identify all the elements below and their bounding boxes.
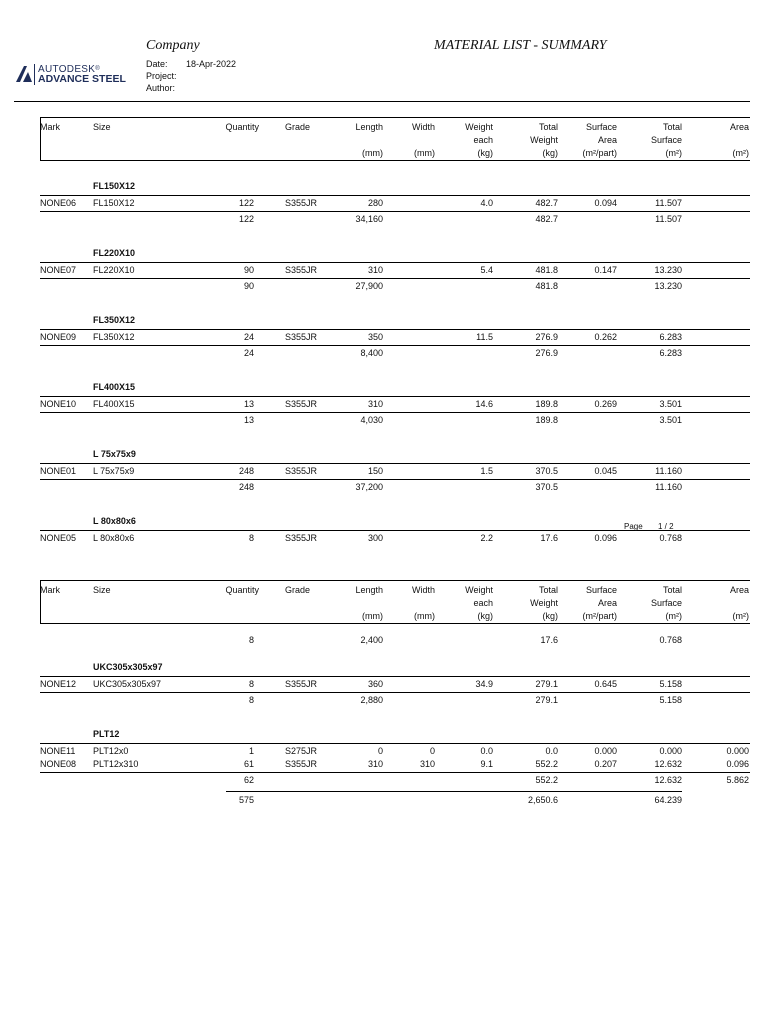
table-header-left-border: [40, 580, 41, 623]
subtotal-rule: [40, 278, 750, 279]
cell-total-weight: 17.6: [540, 635, 558, 645]
cell-total-surface: 13.230: [654, 265, 682, 275]
cell-total-surface: 0.768: [659, 635, 682, 645]
cell-length: 37,200: [355, 482, 383, 492]
cell-width: 0: [429, 746, 435, 756]
cell-area: 5.862: [726, 775, 749, 785]
col-header-length-unit: (mm): [362, 148, 383, 158]
cell-surface: 0.269: [594, 399, 617, 409]
cell-total-surface: 5.158: [659, 679, 682, 689]
cell-area: 0.096: [726, 759, 749, 769]
cell-total-surface: 64.239: [654, 795, 682, 805]
col-header-weight-each: each: [473, 135, 493, 145]
group-title: FL350X12: [93, 315, 136, 325]
cell-grade: S355JR: [285, 198, 318, 208]
cell-grade: S355JR: [285, 679, 318, 689]
cell-weight: 0.0: [480, 746, 493, 756]
col-header-weight-unit: (kg): [477, 148, 493, 158]
cell-total-surface: 12.632: [654, 759, 682, 769]
cell-qty: 61: [243, 759, 254, 769]
report-title: MATERIAL LIST - SUMMARY: [434, 38, 607, 53]
cell-length: 4,030: [360, 415, 383, 425]
col-header-mark: Mark: [40, 585, 60, 595]
subtotal-rule: [40, 412, 750, 413]
subtotal-rule: [40, 345, 750, 346]
logo-line1: AUTODESK: [38, 64, 96, 75]
cell-length: 2,880: [360, 695, 383, 705]
subtotal-rule: [40, 211, 750, 212]
page-number: 1 / 2: [658, 522, 674, 531]
col-header-total-surface-2: Surface: [650, 598, 682, 608]
col-header-area: Area: [729, 122, 749, 132]
col-header-surface: Surface: [585, 585, 617, 595]
cell-mark: NONE12: [40, 679, 77, 689]
table-header-bottom-rule: [40, 623, 750, 624]
cell-qty: 13: [243, 399, 254, 409]
cell-total-weight: 482.7: [535, 214, 558, 224]
table-header-top-rule: [40, 580, 750, 581]
autodesk-logo-icon: [14, 64, 34, 84]
cell-mark: NONE10: [40, 399, 77, 409]
logo-trademark: ®: [95, 66, 100, 72]
cell-weight: 14.6: [475, 399, 493, 409]
cell-size: PLT12x0: [93, 746, 129, 756]
table-header-top-rule: [40, 117, 750, 118]
col-header-size: Size: [93, 122, 111, 132]
cell-total-surface: 12.632: [654, 775, 682, 785]
col-header-total-weight-unit: (kg): [542, 148, 558, 158]
cell-qty: 62: [243, 775, 254, 785]
group-title: FL150X12: [93, 181, 136, 191]
col-header-total-surface-unit: (m²): [665, 611, 682, 621]
col-header-total-weight-2: Weight: [530, 135, 558, 145]
col-header-surface: Surface: [585, 122, 617, 132]
col-header-weight-unit: (kg): [477, 611, 493, 621]
col-header-length: Length: [355, 122, 383, 132]
cell-total-weight: 0.0: [545, 746, 558, 756]
cell-grade: S355JR: [285, 399, 318, 409]
col-header-quantity: Quantity: [225, 122, 259, 132]
cell-grade: S355JR: [285, 265, 318, 275]
cell-surface: 0.094: [594, 198, 617, 208]
cell-weight: 34.9: [475, 679, 493, 689]
cell-grade: S355JR: [285, 759, 318, 769]
cell-area: 0.000: [726, 746, 749, 756]
cell-weight: 5.4: [480, 265, 493, 275]
cell-length: 2,400: [360, 635, 383, 645]
cell-length: 360: [367, 679, 383, 689]
cell-qty: 122: [238, 198, 254, 208]
col-header-grade: Grade: [285, 122, 311, 132]
cell-total-surface: 3.501: [659, 415, 682, 425]
cell-total-surface: 11.160: [655, 482, 682, 492]
cell-total-surface: 6.283: [659, 332, 682, 342]
col-header-grade: Grade: [285, 585, 311, 595]
col-header-area-unit: (m²): [732, 611, 749, 621]
cell-total-weight: 279.1: [535, 679, 558, 689]
col-header-area: Area: [729, 585, 749, 595]
cell-qty: 575: [238, 795, 254, 805]
cell-grade: S355JR: [285, 533, 318, 543]
group-title: L 80x80x6: [93, 516, 136, 526]
table-header-bottom-rule: [40, 160, 750, 161]
cell-qty: 8: [248, 635, 254, 645]
cell-mark: NONE05: [40, 533, 77, 543]
cell-qty: 8: [248, 695, 254, 705]
group-top-rule: [40, 396, 750, 397]
cell-total-weight: 189.8: [535, 415, 558, 425]
cell-length: 280: [367, 198, 383, 208]
group-title: PLT12: [93, 729, 120, 739]
cell-total-weight: 17.6: [540, 533, 558, 543]
col-header-surface-2: Area: [597, 598, 617, 608]
group-top-rule: [40, 530, 750, 531]
col-header-width: Width: [411, 122, 435, 132]
cell-total-surface: 6.283: [659, 348, 682, 358]
cell-size: L 80x80x6: [93, 533, 135, 543]
author-label: Author:: [146, 83, 176, 93]
col-header-weight: Weight: [465, 122, 493, 132]
col-header-weight: Weight: [465, 585, 493, 595]
cell-qty: 8: [248, 533, 254, 543]
cell-total-weight: 552.2: [535, 759, 558, 769]
cell-weight: 2.2: [480, 533, 493, 543]
col-header-surface-unit: (m²/part): [582, 148, 617, 158]
cell-grade: S355JR: [285, 466, 318, 476]
cell-surface: 0.645: [594, 679, 617, 689]
subtotal-rule: [40, 479, 750, 480]
header-rule: [14, 101, 750, 102]
col-header-mark: Mark: [40, 122, 60, 132]
cell-total-weight: 276.9: [535, 332, 558, 342]
col-header-area-unit: (m²): [732, 148, 749, 158]
cell-mark: NONE07: [40, 265, 77, 275]
subtotal-rule: [40, 692, 750, 693]
cell-size: FL220X10: [93, 265, 135, 275]
cell-qty: 90: [243, 281, 254, 291]
cell-grade: S355JR: [285, 332, 318, 342]
cell-qty: 90: [243, 265, 254, 275]
cell-grade: S275JR: [285, 746, 318, 756]
company-name: Company: [146, 38, 200, 53]
group-top-rule: [40, 329, 750, 330]
col-header-length: Length: [355, 585, 383, 595]
col-header-total-weight-2: Weight: [530, 598, 558, 608]
cell-qty: 248: [238, 466, 254, 476]
cell-length: 350: [367, 332, 383, 342]
group-title: FL220X10: [93, 248, 136, 258]
cell-weight: 1.5: [480, 466, 493, 476]
cell-total-weight: 189.8: [535, 399, 558, 409]
cell-surface: 0.147: [594, 265, 617, 275]
cell-length: 27,900: [355, 281, 383, 291]
cell-weight: 11.5: [476, 332, 493, 342]
col-header-length-unit: (mm): [362, 611, 383, 621]
cell-qty: 13: [243, 415, 254, 425]
group-top-rule: [40, 195, 750, 196]
col-header-size: Size: [93, 585, 111, 595]
date-value: 18-Apr-2022: [186, 59, 237, 69]
col-header-total-weight: Total: [538, 122, 558, 132]
group-top-rule: [40, 743, 750, 744]
cell-total-weight: 370.5: [535, 482, 558, 492]
cell-surface: 0.207: [594, 759, 617, 769]
cell-length: 150: [367, 466, 383, 476]
cell-qty: 122: [238, 214, 254, 224]
cell-total-surface: 3.501: [659, 399, 682, 409]
cell-mark: NONE01: [40, 466, 77, 476]
col-header-width-unit: (mm): [414, 148, 435, 158]
col-header-surface-unit: (m²/part): [582, 611, 617, 621]
col-header-quantity: Quantity: [225, 585, 259, 595]
cell-total-surface: 11.507: [655, 198, 682, 208]
cell-length: 34,160: [355, 214, 383, 224]
group-top-rule: [40, 463, 750, 464]
cell-total-surface: 11.160: [655, 466, 682, 476]
cell-surface: 0.045: [594, 466, 617, 476]
cell-surface: 0.096: [594, 533, 617, 543]
cell-length: 310: [367, 399, 383, 409]
cell-total-surface: 5.158: [659, 695, 682, 705]
cell-total-weight: 481.8: [535, 281, 558, 291]
col-header-weight-each: each: [473, 598, 493, 608]
cell-length: 8,400: [360, 348, 383, 358]
cell-qty: 8: [248, 679, 254, 689]
cell-surface: 0.000: [594, 746, 617, 756]
date-label: Date:: [146, 59, 168, 69]
grand-total-rule: [226, 791, 682, 792]
col-header-total-surface-unit: (m²): [665, 148, 682, 158]
col-header-total-weight-unit: (kg): [542, 611, 558, 621]
cell-total-weight: 2,650.6: [527, 795, 558, 805]
cell-mark: NONE11: [40, 746, 76, 756]
cell-qty: 248: [238, 482, 254, 492]
cell-length: 0: [377, 746, 383, 756]
cell-total-weight: 276.9: [535, 348, 558, 358]
group-title: FL400X15: [93, 382, 136, 392]
table-header-left-border: [40, 117, 41, 160]
cell-length: 310: [367, 265, 383, 275]
cell-total-surface: 0.000: [659, 746, 682, 756]
cell-total-weight: 370.5: [535, 466, 558, 476]
cell-total-weight: 552.2: [535, 775, 558, 785]
cell-total-weight: 279.1: [535, 695, 558, 705]
cell-total-weight: 482.7: [535, 198, 558, 208]
project-label: Project:: [146, 71, 177, 81]
col-header-surface-2: Area: [597, 135, 617, 145]
cell-size: FL150X12: [93, 198, 135, 208]
logo-line2: ADVANCE STEEL: [38, 73, 126, 85]
col-header-total-surface: Total: [662, 585, 682, 595]
col-header-total-surface: Total: [662, 122, 682, 132]
group-title: UKC305x305x97: [93, 662, 163, 672]
cell-weight: 4.0: [480, 198, 493, 208]
group-title: L 75x75x9: [93, 449, 136, 459]
cell-qty: 24: [243, 332, 254, 342]
cell-length: 300: [367, 533, 383, 543]
cell-total-weight: 481.8: [535, 265, 558, 275]
cell-mark: NONE08: [40, 759, 77, 769]
cell-surface: 0.262: [594, 332, 617, 342]
cell-qty: 24: [243, 348, 254, 358]
col-header-width: Width: [411, 585, 435, 595]
cell-qty: 1: [248, 746, 254, 756]
group-top-rule: [40, 676, 750, 677]
subtotal-rule: [40, 772, 750, 773]
cell-mark: NONE06: [40, 198, 77, 208]
cell-width: 310: [419, 759, 435, 769]
cell-size: PLT12x310: [93, 759, 139, 769]
col-header-total-weight: Total: [538, 585, 558, 595]
cell-mark: NONE09: [40, 332, 77, 342]
cell-weight: 9.1: [480, 759, 493, 769]
cell-total-surface: 13.230: [654, 281, 682, 291]
cell-total-surface: 0.768: [659, 533, 682, 543]
page-label: Page: [624, 522, 643, 531]
cell-size: FL350X12: [93, 332, 135, 342]
cell-length: 310: [367, 759, 383, 769]
cell-total-surface: 11.507: [655, 214, 682, 224]
col-header-width-unit: (mm): [414, 611, 435, 621]
col-header-total-surface-2: Surface: [650, 135, 682, 145]
cell-size: UKC305x305x97: [93, 679, 162, 689]
group-top-rule: [40, 262, 750, 263]
cell-size: L 75x75x9: [93, 466, 135, 476]
cell-size: FL400X15: [93, 399, 135, 409]
